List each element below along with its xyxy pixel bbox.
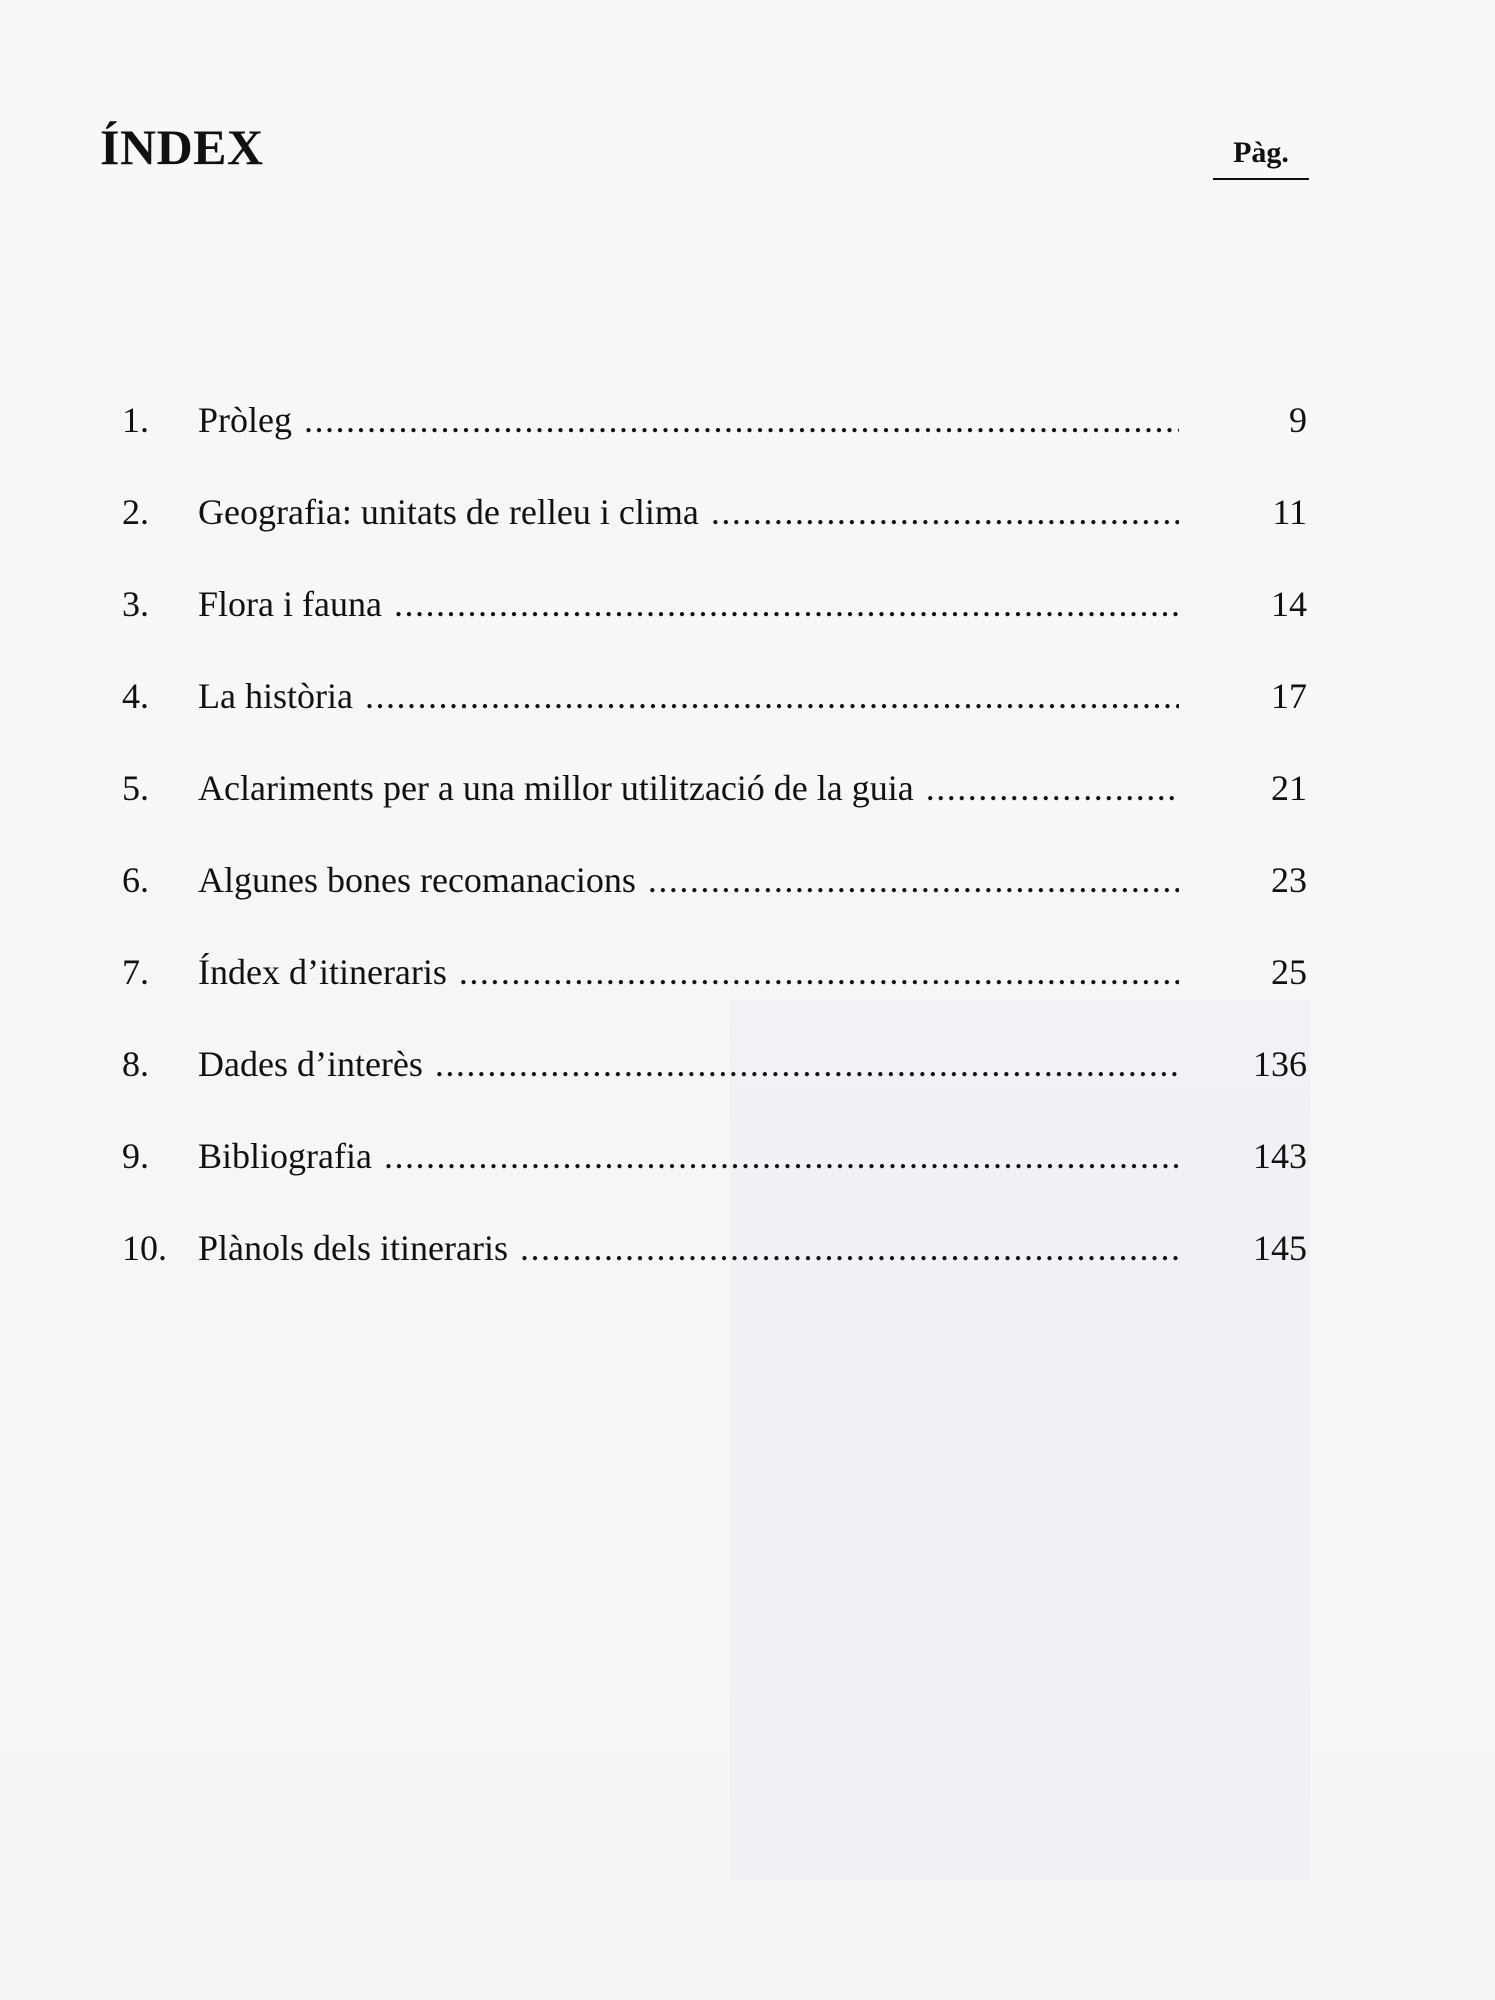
toc-entry-title: Flora i fauna (198, 584, 382, 624)
toc-entry-page: 136 (1253, 1044, 1307, 1084)
toc-entry (122, 994, 1307, 1086)
toc-entry-number: 5. (122, 768, 149, 808)
dot-leader (926, 766, 1179, 810)
toc-entry-page: 21 (1271, 768, 1307, 808)
toc-entry (122, 810, 1307, 902)
toc-entry-title: Geografia: unitats de relleu i clima (198, 492, 699, 532)
dot-leader (711, 490, 1179, 534)
dot-leader (459, 950, 1179, 994)
dot-leader (435, 1042, 1179, 1086)
dot-leader (648, 858, 1179, 902)
toc-entry (122, 902, 1307, 994)
toc-entry-page: 17 (1271, 676, 1307, 716)
toc-entry (122, 350, 1307, 442)
dot-leader (520, 1226, 1179, 1270)
dot-leader (384, 1134, 1179, 1178)
toc-entry-title: Dades d’interès (198, 1044, 423, 1084)
toc-entry-title: Pròleg (198, 400, 292, 440)
toc-entry (122, 442, 1307, 534)
toc-entry-title: Plànols dels itineraris (198, 1228, 508, 1268)
toc-entry-number: 4. (122, 676, 149, 716)
toc-entry-number: 9. (122, 1136, 149, 1176)
toc-entry-number: 3. (122, 584, 149, 624)
toc-entry-title: Aclariments per a una millor utilització de la guia (198, 768, 914, 808)
toc-entry-title: La història (198, 676, 353, 716)
toc-entry-number: 8. (122, 1044, 149, 1084)
toc-entry-number: 6. (122, 860, 149, 900)
toc-entry-number: 2. (122, 492, 149, 532)
toc-entry-number: 7. (122, 952, 149, 992)
toc-entry-page: 11 (1272, 492, 1307, 532)
dot-leader (365, 674, 1179, 718)
toc-entry-number: 10. (122, 1228, 167, 1268)
page-title: ÍNDEX (100, 119, 264, 175)
toc-entry (122, 718, 1307, 810)
toc-entry (122, 626, 1307, 718)
toc-entry-number: 1. (122, 400, 149, 440)
table-of-contents (122, 350, 1307, 1270)
toc-entry (122, 1086, 1307, 1178)
toc-entry-title: Algunes bones recomanacions (198, 860, 636, 900)
toc-entry-title: Bibliografia (198, 1136, 372, 1176)
page-column-label: Pàg. (1213, 136, 1309, 180)
toc-entry (122, 534, 1307, 626)
dot-leader (394, 582, 1179, 626)
toc-entry (122, 1178, 1307, 1270)
toc-entry-page: 14 (1271, 584, 1307, 624)
dot-leader (304, 398, 1179, 442)
toc-entry-page: 9 (1289, 400, 1307, 440)
toc-entry-page: 23 (1271, 860, 1307, 900)
toc-entry-page: 25 (1271, 952, 1307, 992)
toc-entry-page: 145 (1253, 1228, 1307, 1268)
toc-entry-title: Índex d’itineraris (198, 952, 447, 992)
toc-entry-page: 143 (1253, 1136, 1307, 1176)
